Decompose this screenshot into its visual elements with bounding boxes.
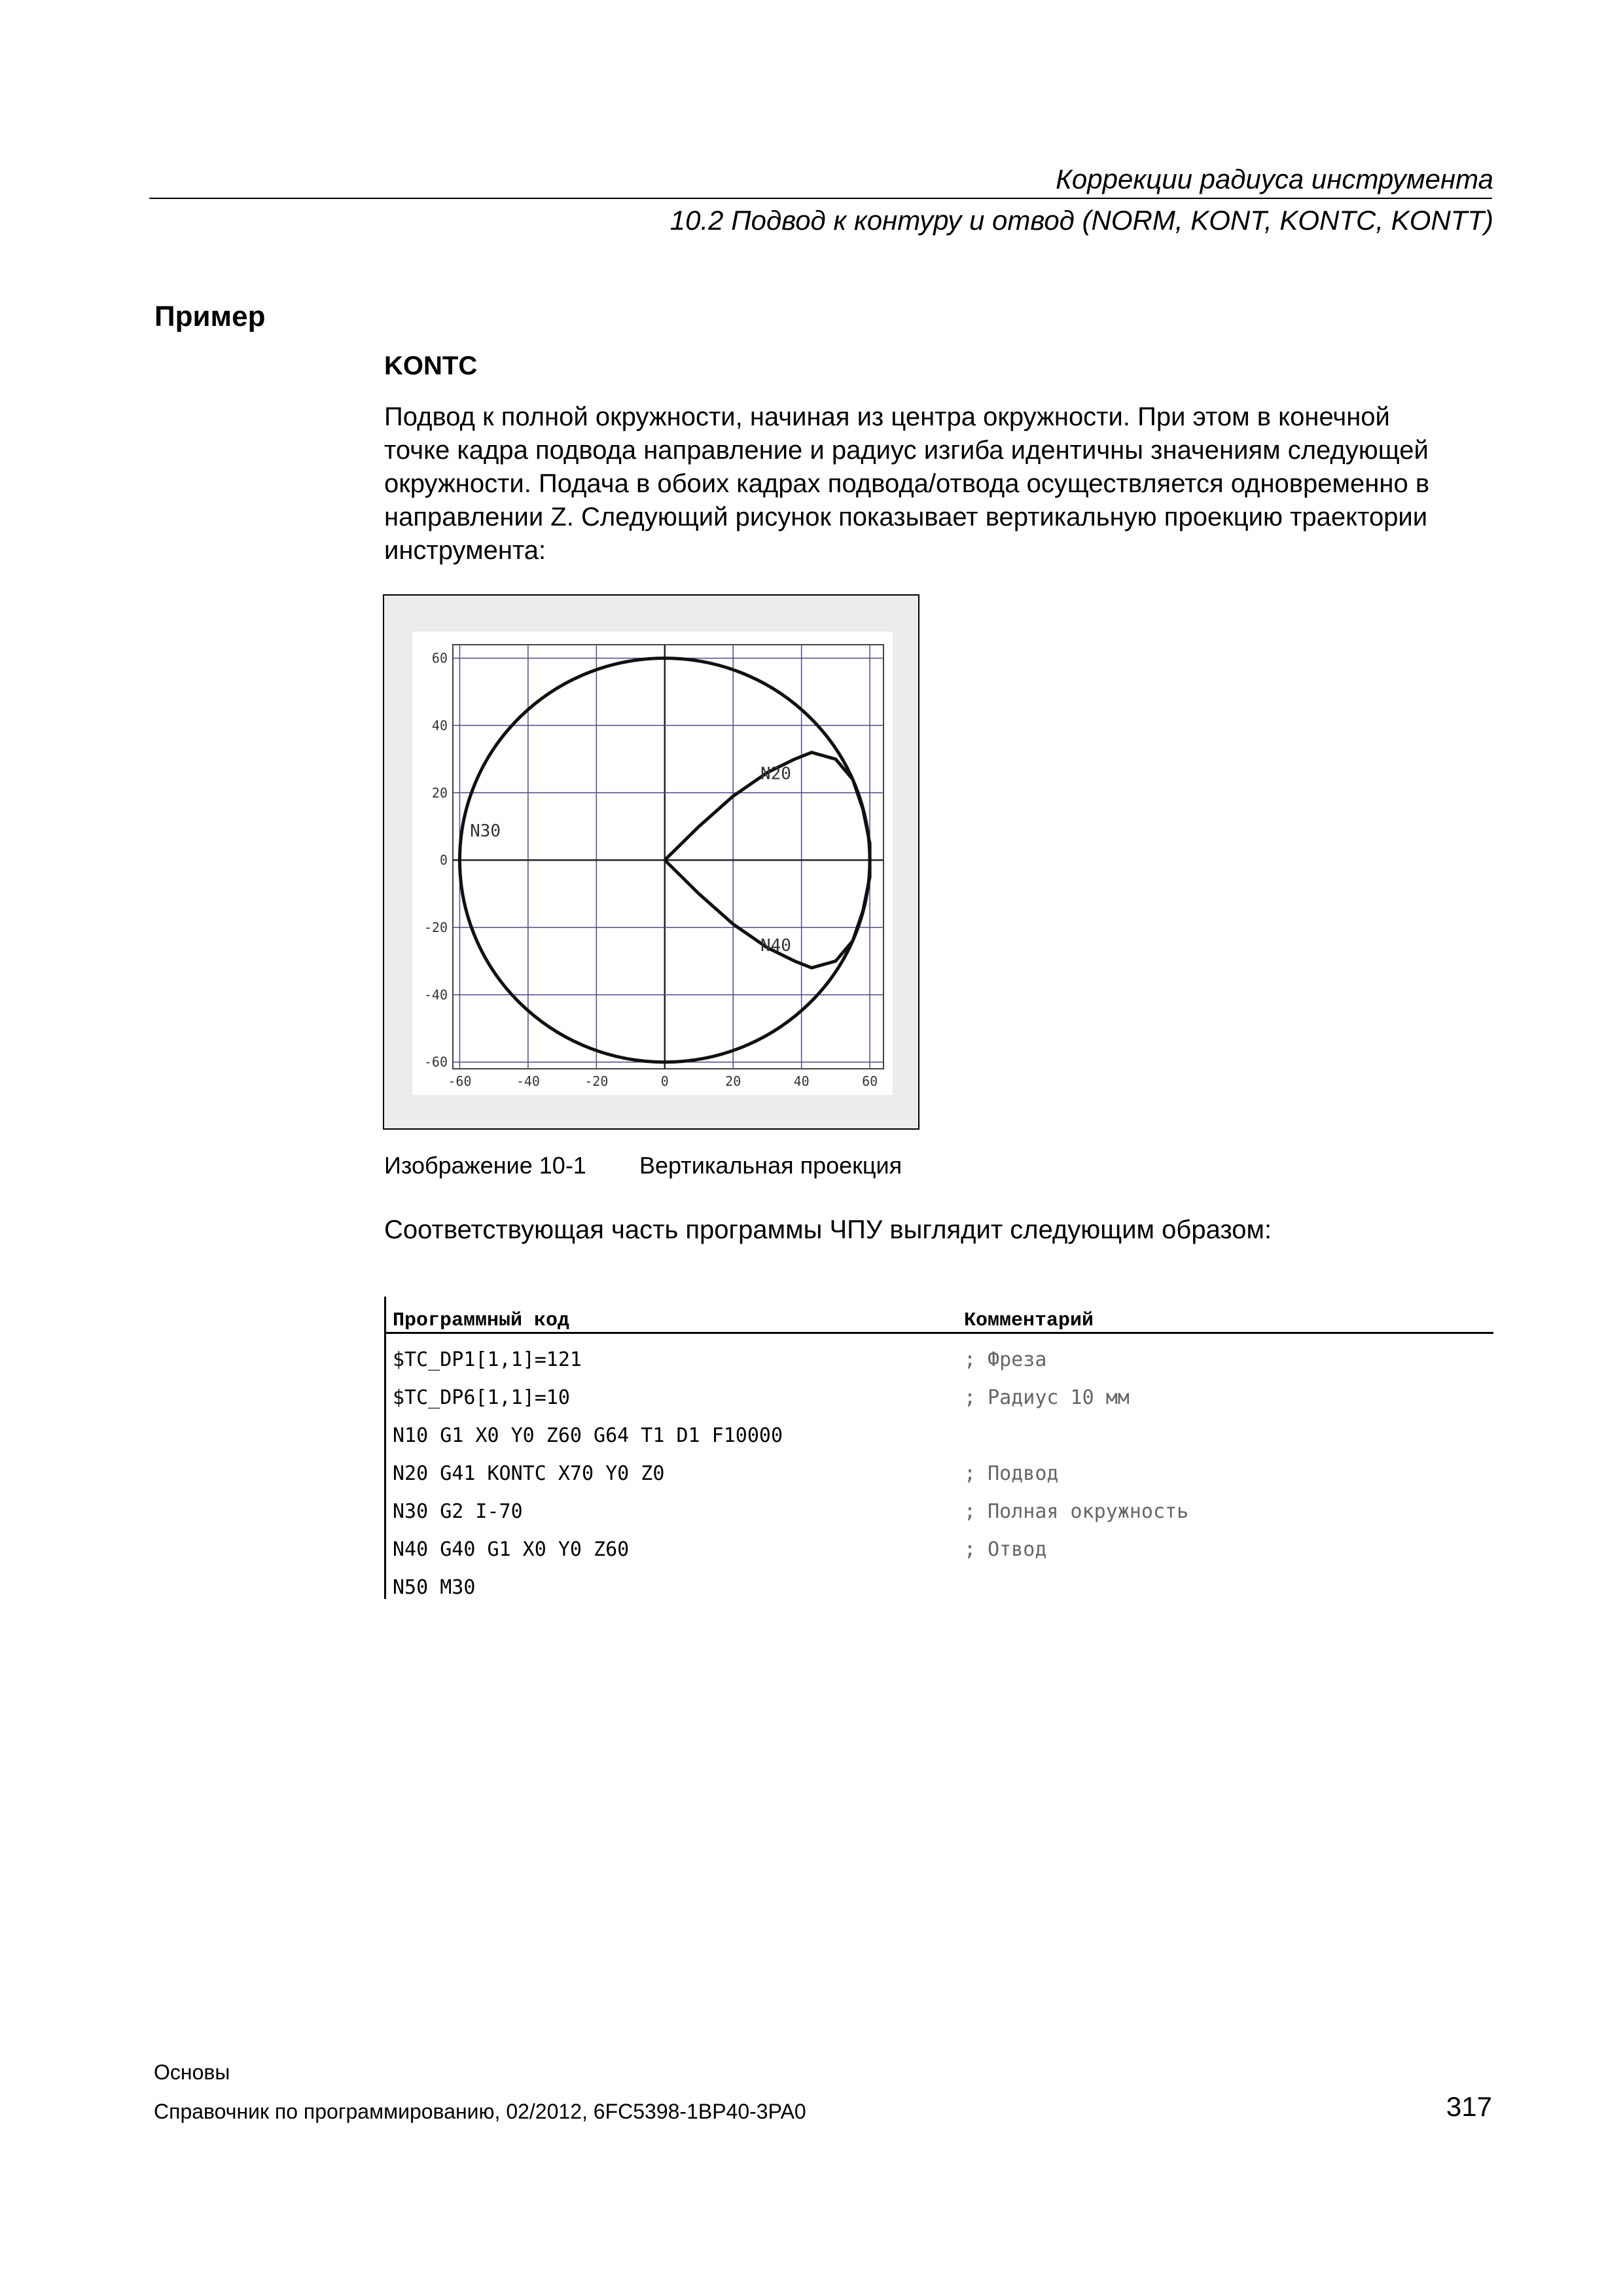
code-comment: ; Фреза: [964, 1348, 1047, 1371]
path-label-n20: N20: [760, 764, 791, 784]
running-header-subtitle: 10.2 Подвод к контуру и отвод (NORM, KONT, KONTC, KONTT): [669, 205, 1493, 236]
header-divider: [149, 198, 1492, 199]
code-line: $TC_DP1[1,1]=121: [393, 1348, 582, 1371]
paragraph-line: точке кадра подвода направление и радиус изгиба идентичны значениям следующей: [384, 436, 1429, 465]
subsection-heading: KONTC: [384, 351, 478, 380]
code-table-left-rule: [384, 1297, 386, 1599]
code-comment: ; Радиус 10 мм: [964, 1386, 1130, 1409]
y-tick-label: 20: [431, 785, 448, 801]
code-column-header: Программный код: [393, 1310, 570, 1332]
code-line: N20 G41 KONTC X70 Y0 Z0: [393, 1462, 665, 1485]
x-tick-label: 60: [862, 1073, 878, 1089]
code-line: N40 G40 G1 X0 Y0 Z60: [393, 1538, 630, 1561]
code-line: N10 G1 X0 Y0 Z60 G64 T1 D1 F10000: [393, 1424, 783, 1447]
code-line: N30 G2 I-70: [393, 1500, 523, 1523]
figure-caption-number: Изображение 10-1: [384, 1152, 586, 1179]
running-header-title: Коррекции радиуса инструмента: [1056, 164, 1493, 194]
comment-column-header: Комментарий: [964, 1310, 1094, 1332]
path-label-n40: N40: [760, 936, 791, 956]
paragraph-line: окружности. Подача в обоих кадрах подвода/отвода осуществляется одновременно в: [384, 469, 1430, 498]
y-tick-label: -40: [423, 986, 448, 1003]
x-tick-label: 40: [793, 1073, 810, 1089]
x-tick-label: -20: [584, 1073, 609, 1089]
y-tick-label: 60: [431, 650, 448, 666]
code-comment: ; Отвод: [964, 1538, 1047, 1561]
paragraph-line: Подвод к полной окружности, начиная из центра окружности. При этом в конечной: [384, 403, 1390, 431]
y-tick-label: -20: [423, 920, 448, 935]
footer-book-title: Основы: [154, 2060, 230, 2084]
figure-caption-text: Вертикальная проекция: [639, 1152, 902, 1179]
tool-path-chart: [412, 632, 893, 1095]
chart-background: [412, 632, 893, 1095]
y-tick-label: 40: [431, 717, 448, 734]
program-intro-text: Соответствующая часть программы ЧПУ выглядит следующим образом:: [384, 1215, 1272, 1244]
paragraph-line: инструмента:: [384, 536, 546, 565]
y-tick-label: 0: [439, 852, 448, 869]
page-number: 317: [1446, 2091, 1492, 2122]
footer-book-info: Справочник по программированию, 02/2012, 6FC5398-1BP40-3PA0: [154, 2100, 806, 2123]
code-table-header-rule: [386, 1332, 1493, 1334]
code-comment: ; Подвод: [964, 1462, 1059, 1485]
code-line: $TC_DP6[1,1]=10: [393, 1386, 570, 1409]
x-tick-label: -40: [516, 1073, 540, 1089]
code-comment: ; Полная окружность: [964, 1500, 1189, 1523]
x-tick-label: 20: [725, 1073, 741, 1089]
intro-paragraph: [384, 401, 1497, 567]
x-tick-label: -60: [448, 1073, 472, 1089]
y-tick-label: -60: [423, 1054, 448, 1070]
code-line: N50 M30: [393, 1576, 476, 1599]
section-heading: Пример: [154, 300, 266, 332]
path-label-n30: N30: [470, 821, 501, 842]
x-tick-label: 0: [660, 1073, 669, 1089]
paragraph-line: направлении Z. Следующий рисунок показывает вертикальную проекцию траектории: [384, 503, 1428, 531]
